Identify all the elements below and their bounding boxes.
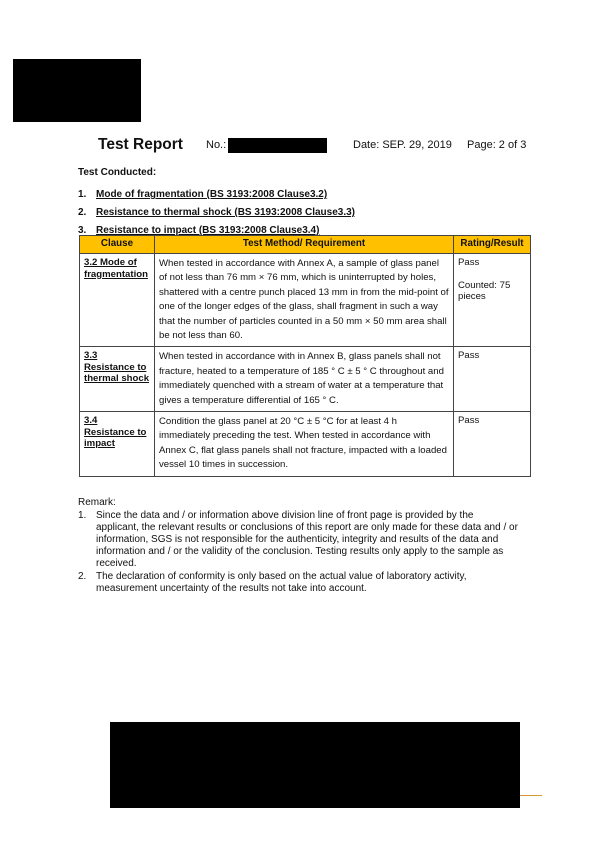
result-cell <box>454 347 531 412</box>
test-item: 2. Resistance to thermal shock (BS 3193:2008 Clause3.3) <box>78 207 355 225</box>
redacted-footer <box>110 722 520 808</box>
test-item-text: Resistance to impact (BS 3193:2008 Clause3.4) <box>96 225 320 236</box>
clause-cell: 3.2 Mode of fragmentation <box>80 254 155 347</box>
result-cell <box>454 412 531 477</box>
column-header-requirement: Test Method/ Requirement <box>155 236 454 254</box>
redacted-report-number <box>228 138 327 153</box>
clause-cell: 3.4 Resistance to impact <box>80 412 155 477</box>
requirement-cell: When tested in accordance with in Annex B, glass panels shall not fracture, heated to a temperature of 185 ° C ± 5 ° C throughout and immediately quenched with a stream of water at a temperature that gives a temperature differential of 165 ° C. <box>155 347 454 412</box>
table-header-row <box>80 236 531 254</box>
remark-list <box>78 510 518 596</box>
result-value: Pass <box>458 415 480 427</box>
test-conducted-heading: Test Conducted: <box>78 167 157 178</box>
remark-item: 1. Since the data and / or information above division line of front page is provided by the applicant, the relevant results or conclusions of this report are only made for these data and / or information, SGS is not responsible for the authenticity, integrity and results of the data and information and / or the validity of the conclusion. Testing results only apply to the sample as received. <box>78 510 518 569</box>
clause-cell: 3.3 Resistance to thermal shock <box>80 347 155 412</box>
result-value: Pass <box>458 257 480 268</box>
footer-divider <box>520 795 542 796</box>
remark-item: 2. The declaration of conformity is only based on the actual value of laboratory activity, measurement uncertainty of the results not take into account. <box>78 571 518 595</box>
redacted-logo <box>13 59 141 122</box>
requirement-cell: Condition the glass panel at 20 °C ± 5 °C for at least 4 h immediately preceding the test. When tested in accordance with Annex C, flat glass panels shall not fracture, impacted with a loaded vessel 10 times in succession. <box>155 412 454 477</box>
table-row <box>80 254 531 347</box>
remark-text: Since the data and / or information above division line of front page is provided by the applicant, the relevant results or conclusions of this report are only made for these data and / or information, SGS is not responsible for the authenticity, integrity and results of the data and information and / or the validity of the conclusion. Testing results only apply to the sample as received. <box>96 510 518 569</box>
test-item: 1. Mode of fragmentation (BS 3193:2008 Clause3.2) <box>78 189 355 207</box>
results-table <box>79 235 531 477</box>
test-item: 3. Resistance to impact (BS 3193:2008 Clause3.4) <box>78 225 355 243</box>
page-indicator: Page: 2 of 3 <box>467 139 527 151</box>
result-value: Pass <box>458 350 480 362</box>
test-item-text: Resistance to thermal shock (BS 3193:2008 Clause3.3) <box>96 207 356 218</box>
result-note: Counted: 75 pieces <box>458 279 511 302</box>
table-row <box>80 412 531 477</box>
report-number-label: No.: <box>206 139 227 151</box>
test-item-text: Mode of fragmentation (BS 3193:2008 Clause3.2) <box>96 189 328 200</box>
column-header-clause: Clause <box>80 236 155 254</box>
remark-heading: Remark: <box>78 497 116 508</box>
table-row <box>80 347 531 412</box>
remark-text: The declaration of conformity is only based on the actual value of laboratory activity, measurement uncertainty of the results not take into account. <box>96 571 467 594</box>
report-date: Date: SEP. 29, 2019 <box>353 139 452 151</box>
requirement-cell: When tested in accordance with Annex A, a sample of glass panel of not less than 76 mm × 76 mm, which is uninterrupted by holes, shattered with a centre punch placed 13 mm in from the mid-point of one of the longer edges of the glass, shall fragment in such a way that the number of particles counted in a 50 mm × 50 mm area shall be not less than 60. <box>155 254 454 347</box>
column-header-result: Rating/Result <box>454 236 531 254</box>
result-cell <box>454 254 531 347</box>
report-title: Test Report <box>98 136 183 153</box>
